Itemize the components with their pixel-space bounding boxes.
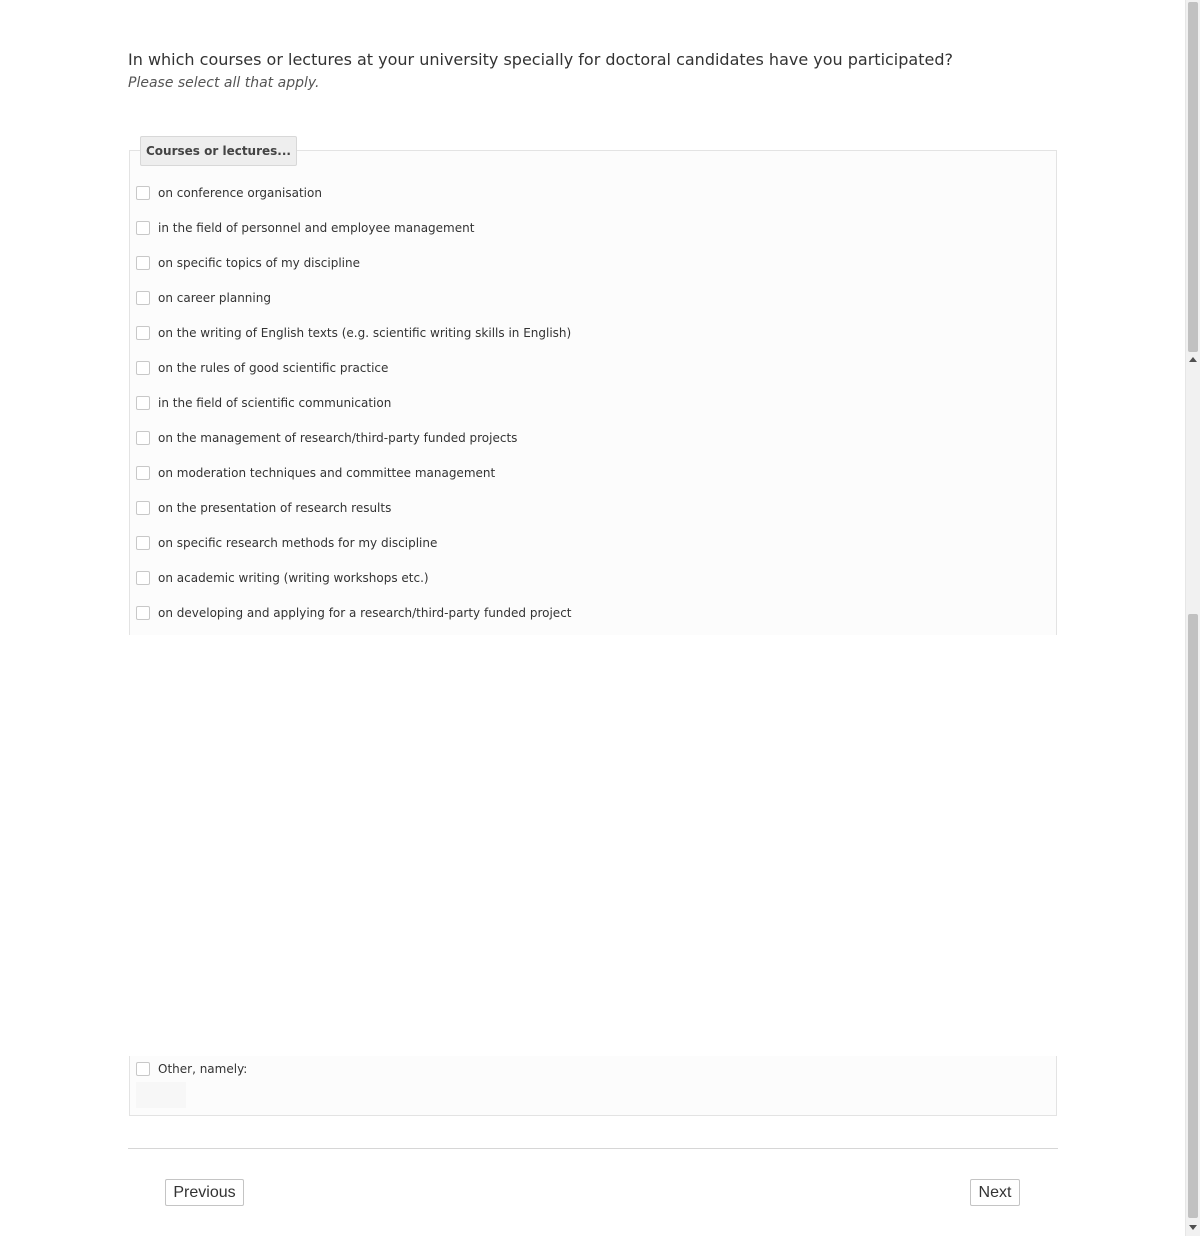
checkbox[interactable] — [136, 396, 150, 410]
option-item[interactable] — [136, 595, 572, 630]
checkbox[interactable] — [136, 291, 150, 305]
option-item[interactable] — [136, 175, 572, 210]
scroll-up-arrow-icon[interactable] — [1189, 357, 1197, 362]
checkbox[interactable] — [136, 256, 150, 270]
checkbox[interactable] — [136, 186, 150, 200]
scrollbar-thumb-lower[interactable] — [1188, 614, 1198, 1218]
other-option-container — [129, 1056, 1057, 1116]
option-label[interactable]: on specific topics of my discipline — [158, 255, 360, 270]
option-label[interactable]: on developing and applying for a research/third-party funded project — [158, 605, 572, 620]
option-label[interactable]: in the field of personnel and employee management — [158, 220, 475, 235]
option-item[interactable] — [136, 350, 572, 385]
checkbox[interactable] — [136, 361, 150, 375]
checkbox[interactable] — [136, 606, 150, 620]
checkbox[interactable] — [136, 571, 150, 585]
option-item[interactable] — [136, 490, 572, 525]
checkbox[interactable] — [136, 221, 150, 235]
option-label-other[interactable]: Other, namely: — [158, 1062, 248, 1076]
scroll-down-arrow-icon[interactable] — [1189, 1225, 1197, 1230]
option-label[interactable]: on the management of research/third-party funded projects — [158, 430, 518, 445]
option-label[interactable]: on moderation techniques and committee management — [158, 465, 496, 480]
checkbox[interactable] — [136, 326, 150, 340]
option-label[interactable]: on the writing of English texts (e.g. scientific writing skills in English) — [158, 325, 572, 340]
checkbox[interactable] — [136, 431, 150, 445]
option-item[interactable] — [136, 525, 572, 560]
other-text-input[interactable] — [136, 1082, 186, 1108]
option-item[interactable] — [136, 455, 572, 490]
previous-button[interactable]: Previous — [165, 1179, 244, 1206]
option-item-other[interactable] — [136, 1061, 247, 1077]
option-label[interactable]: on specific research methods for my discipline — [158, 535, 438, 550]
checkbox[interactable] — [136, 536, 150, 550]
fieldset-legend: Courses or lectures... — [140, 136, 297, 166]
question-title: In which courses or lectures at your university specially for doctoral candidates have you participated? — [128, 50, 953, 69]
option-item[interactable] — [136, 210, 572, 245]
scrollbar-thumb[interactable] — [1188, 2, 1198, 352]
options-list — [136, 175, 572, 630]
option-item[interactable] — [136, 315, 572, 350]
option-label[interactable]: on the rules of good scientific practice — [158, 360, 389, 375]
option-item[interactable] — [136, 385, 572, 420]
checkbox[interactable] — [136, 466, 150, 480]
option-item[interactable] — [136, 420, 572, 455]
option-label[interactable]: on conference organisation — [158, 185, 322, 200]
next-button[interactable]: Next — [970, 1179, 1020, 1206]
option-item[interactable] — [136, 560, 572, 595]
checkbox-other[interactable] — [136, 1062, 150, 1076]
question-hint: Please select all that apply. — [128, 75, 320, 91]
divider — [128, 1148, 1058, 1149]
checkbox[interactable] — [136, 501, 150, 515]
option-label[interactable]: on academic writing (writing workshops etc.) — [158, 570, 429, 585]
option-label[interactable]: in the field of scientific communication — [158, 395, 392, 410]
option-label[interactable]: on career planning — [158, 290, 271, 305]
option-label[interactable]: on the presentation of research results — [158, 500, 392, 515]
vertical-scrollbar[interactable] — [1185, 0, 1200, 1236]
option-item[interactable] — [136, 280, 572, 315]
option-item[interactable] — [136, 245, 572, 280]
